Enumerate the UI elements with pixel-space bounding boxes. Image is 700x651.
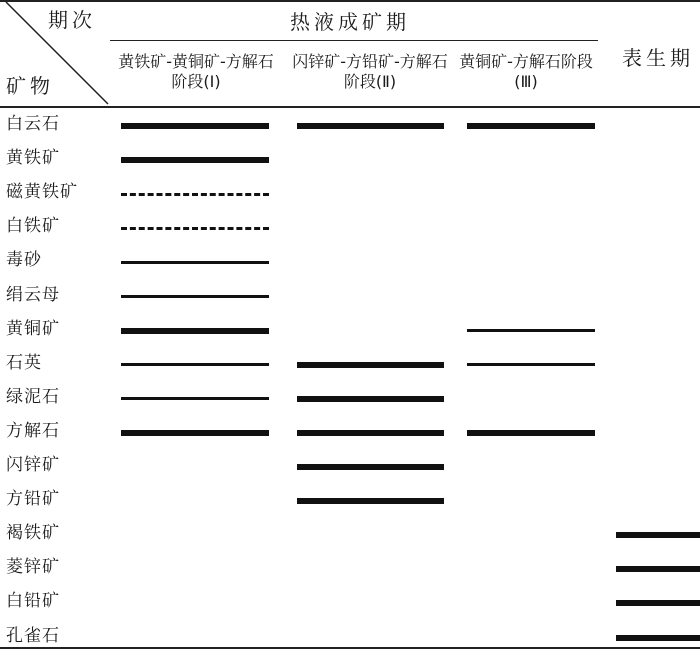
mineral-name: 白铁矿 [6,216,60,237]
mineral-name: 毒砂 [6,250,42,271]
occurrence-bar-s1-thin [121,363,269,366]
occurrence-bar-s3-thick [467,430,595,436]
occurrence-bar-s1-thick [121,328,269,334]
stage-3-label: 黄铜矿-方解石阶段(Ⅲ) [459,52,593,91]
mineral-name: 方铅矿 [6,489,60,510]
mineral-name: 方解石 [6,420,60,441]
occurrence-bar-s2-thick [297,464,444,470]
mineral-name: 白云石 [6,114,60,134]
mineral-name: 磁黄铁矿 [6,182,78,203]
hydrothermal-underline [110,40,598,41]
occurrence-bar-s1-thin [121,295,269,298]
mineral-name: 菱锌矿 [6,557,60,578]
occurrence-bar-s1-dashed [121,227,269,230]
occurrence-bar-s1-thick [121,430,269,436]
mineral-name: 绢云母 [6,284,60,305]
mineral-name: 石英 [6,352,42,373]
occurrence-bar-s4-thick [616,532,700,538]
stage-2-label: 闪锌矿-方铅矿-方解石阶段(Ⅱ) [292,52,448,91]
mineral-name: 黄铁矿 [6,148,60,169]
bottom-rule [0,647,700,649]
occurrence-bar-s1-thin [121,261,269,264]
occurrence-bar-s1-thin [121,397,269,400]
occurrence-bar-s4-thick [616,635,700,641]
occurrence-bar-s1-thick [121,157,269,163]
occurrence-bar-s2-thick [297,396,444,402]
occurrence-bar-s1-dashed [121,193,269,196]
mineral-name: 褐铁矿 [6,523,60,544]
stage-1-label: 黄铁矿-黄铜矿-方解石阶段(Ⅰ) [118,52,274,91]
occurrence-bar-s2-thick [297,362,444,368]
occurrence-bar-s4-thick [616,600,700,606]
occurrence-bar-s4-thick [616,566,700,572]
period-label: 期次 [48,8,96,32]
occurrence-bar-s3-thick [467,123,595,129]
occurrence-bar-s1-thick [121,123,269,129]
mineral-name: 闪锌矿 [6,455,60,475]
occurrence-bar-s2-thick [297,123,444,129]
occurrence-bar-s2-thick [297,498,444,504]
mineral-name: 绿泥石 [6,386,60,407]
mineral-label: 矿物 [6,74,54,98]
mineral-name: 黄铜矿 [6,318,60,339]
occurrence-bar-s3-thin [467,329,595,332]
supergene-period-label: 表生期 [622,46,694,70]
hydrothermal-period-label: 热液成矿期 [290,10,410,34]
mineral-name: 白铅矿 [6,591,60,612]
occurrence-bar-s2-thick [297,430,444,436]
mineral-name: 孔雀石 [6,625,60,646]
occurrence-bar-s3-thin [467,363,595,366]
